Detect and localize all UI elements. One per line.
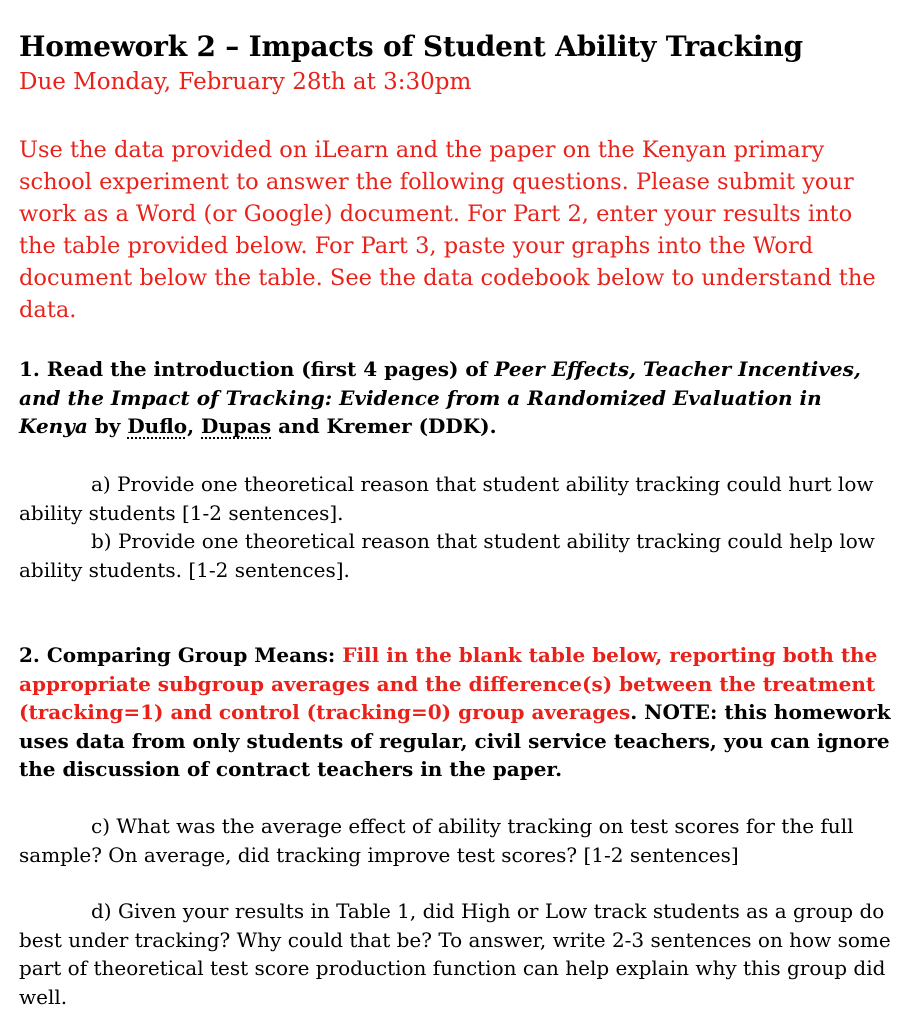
q1-comma: , [187, 414, 202, 438]
q1-paper-title: Peer Effects, Teacher Incentives, and the Impact of Tracking: Evidence from a Randomized Evaluation in Kenya [19, 357, 861, 438]
question-1a [19, 470, 891, 527]
question-2c [19, 812, 891, 869]
q2c-text: c) What was the average effect of ability tracking on test scores for the full sample? On average, did tracking improve test scores? [1-2 sentences] [19, 814, 854, 867]
q1-prefix: 1. Read the introduction (first 4 pages) of [19, 357, 495, 381]
page-title: Homework 2 – Impacts of Student Ability Tracking [19, 30, 803, 63]
question-1b [19, 527, 891, 584]
q1-author-dupas: Dupas [201, 414, 272, 438]
q2d-text: d) Given your results in Table 1, did High or Low track students as a group do best under tracking? Why could that be? To answer, write 2-3 sentences on how some part of theoretical test score production function can help explain why this group did well. [19, 899, 891, 1009]
q1a-text: a) Provide one theoretical reason that student ability tracking could hurt low ability students [1-2 sentences]. [19, 472, 874, 525]
q2-instruction: Fill in the blank table below, reporting both the appropriate subgroup averages and the difference(s) between the treatment (tracking=1) and control (tracking=0) group averages [19, 643, 878, 724]
q1b-text: b) Provide one theoretical reason that student ability tracking could help low ability students. [1-2 sentences]. [19, 529, 875, 582]
q2-prefix: 2. Comparing Group Means: [19, 643, 343, 667]
q2-period: . [630, 700, 645, 724]
question-2d [19, 897, 891, 1011]
question-1 [19, 355, 891, 441]
q1-author-duflo: Duflo [127, 414, 188, 438]
instructions-paragraph: Use the data provided on iLearn and the paper on the Kenyan primary school experiment to answer the following questions. Please submit your work as a Word (or Google) document. For Part 2, enter your results into the table provided below. For Part 3, paste your graphs into the Word document below the table. See the data codebook below to understand the data. [19, 137, 876, 323]
q1-suffix: and Kremer (DDK). [271, 414, 497, 438]
due-date: Due Monday, February 28th at 3:30pm [19, 69, 472, 95]
question-2 [19, 641, 891, 784]
q2-note: NOTE: this homework uses data from only students of regular, civil service teachers, you can ignore the discussion of contract teachers in the paper. [19, 700, 891, 781]
q1-by: by [87, 414, 128, 438]
